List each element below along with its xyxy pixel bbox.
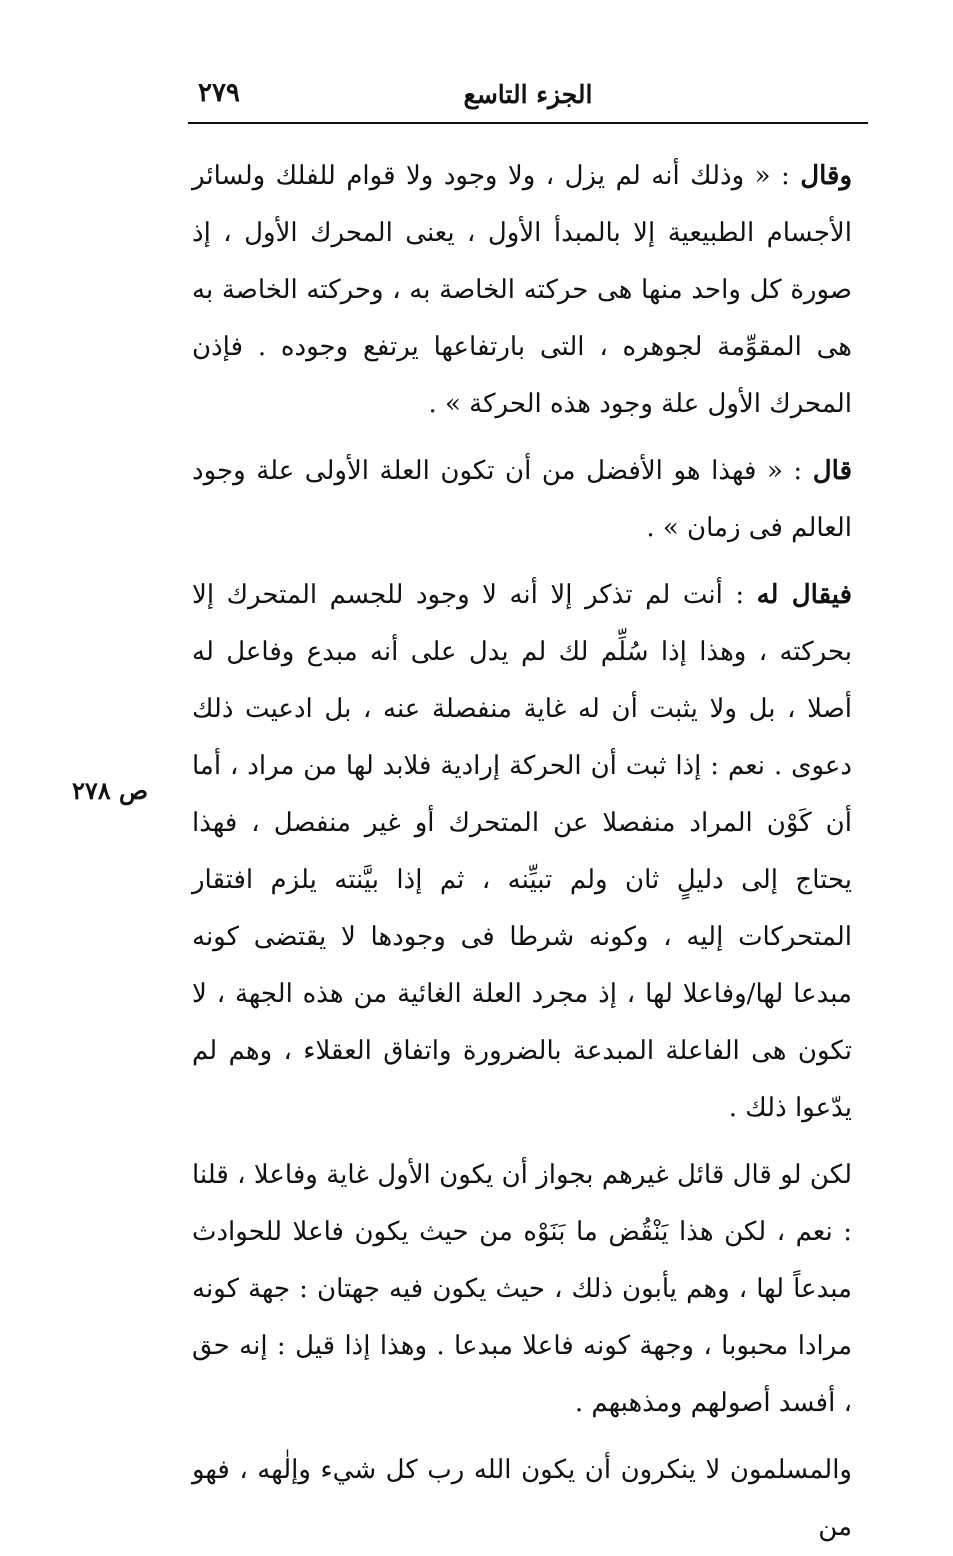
page-header bbox=[188, 72, 868, 122]
paragraph-text: : « وذلك أنه لم يزل ، ولا وجود ولا قوام للفلك ولسائر الأجسام الطبيعية إلا بالمبدأ الأول ، يعنى المحرك الأول ، إذ صورة كل واحد منها هى حركته الخاصة به ، وحركته الخاصة به هى المقوِّمة لجوهره ، التى بارتفاعها يرتفع وجوده . فإذن المحرك الأول علة وجود هذه الحركة » . bbox=[192, 161, 852, 419]
paragraph-text: : « فهذا هو الأفضل من أن تكون العلة الأولى علة وجود العالم فى زمان » . bbox=[192, 456, 852, 543]
page-number: ٢٧٩ bbox=[198, 78, 240, 108]
paragraph bbox=[192, 443, 852, 557]
paragraph bbox=[192, 567, 852, 1137]
running-title: الجزء التاسع bbox=[463, 80, 593, 109]
body-text bbox=[192, 148, 852, 1556]
paragraph-text: والمسلمون لا ينكرون أن يكون الله رب كل شيء وإلٰهه ، فهو من bbox=[192, 1455, 852, 1542]
paragraph-text: : أنت لم تذكر إلا أنه لا وجود للجسم المتحرك إلا بحركته ، وهذا إذا سُلِّم لك لم يدل على أنه مبدع وفاعل له أصلا ، بل ولا يثبت أن له غاية منفصلة عنه ، بل ادعيت ذلك دعوى . نعم : إذا ثبت أن الحركة إرادية فلابد لها من مراد ، أما أن كَوْن المراد منفصلا عن المتحرك أو غير منفصل ، فهذا يحتاج إلى دليلٍ ثان ولم تبيِّنه ، ثم إذا بيَّنته يلزم افتقار المتحركات إليه ، وكونه شرطا فى وجودها لا يقتضى كونه مبدعا لها/وفاعلا لها ، إذ مجرد العلة الغائية من هذه الجهة ، لا تكون هى الفاعلة المبدعة بالضرورة واتفاق العقلاء ، وهم لم يدّعوا ذلك . bbox=[192, 580, 852, 1123]
margin-page-reference: ص ٢٧٨ bbox=[72, 776, 149, 805]
header-rule bbox=[188, 122, 868, 124]
paragraph bbox=[192, 1147, 852, 1432]
paragraph bbox=[192, 1442, 852, 1556]
paragraph-lead: فيقال له bbox=[756, 580, 852, 610]
paragraph-lead: قال bbox=[812, 456, 852, 486]
paragraph-text: لكن لو قال قائل غيرهم بجواز أن يكون الأول غاية وفاعلا ، قلنا : نعم ، لكن هذا يَنْقُض ما بَنَوْه من حيث يكون فاعلا للحوادث مبدعاً لها ، وهم يأبون ذلك ، حيث يكون فيه جهتان : جهة كونه مرادا محبوبا ، وجهة كونه فاعلا مبدعا . وهذا إذا قيل : إنه حق ، أفسد أصولهم ومذهبهم . bbox=[192, 1160, 852, 1418]
paragraph-lead: وقال bbox=[800, 161, 852, 191]
paragraph bbox=[192, 148, 852, 433]
